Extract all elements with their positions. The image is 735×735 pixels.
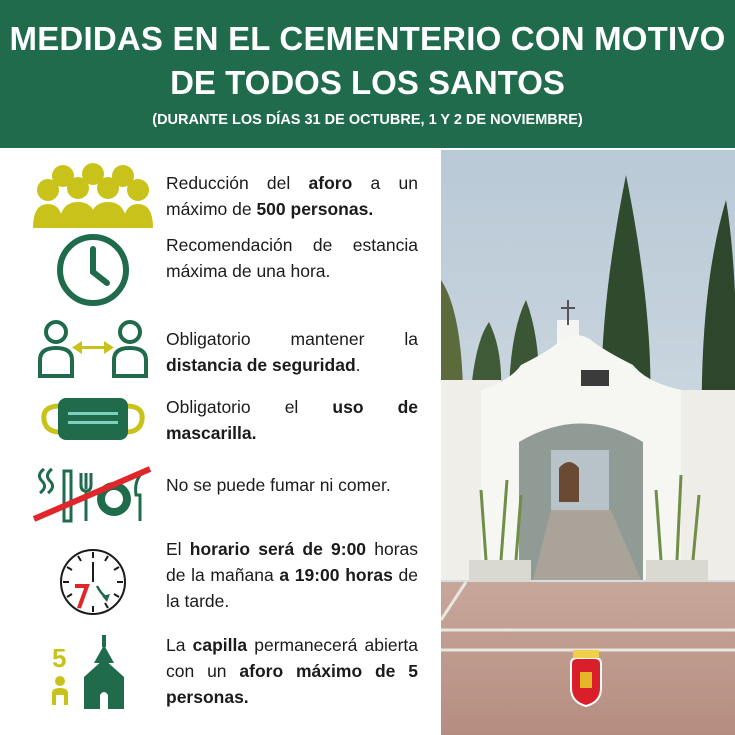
measure-text xyxy=(166,394,418,446)
measure-text-bold: aforo xyxy=(308,173,353,193)
face-mask-icon xyxy=(25,386,160,452)
measure-text-run: a un máximo de xyxy=(166,173,418,219)
measure-text-bold: capilla xyxy=(192,635,248,655)
social-distance-icon xyxy=(25,316,160,380)
measure-text-run: horas de la mañana xyxy=(166,539,419,585)
measure-item-mask xyxy=(0,386,440,452)
measure-item-schedule xyxy=(0,540,440,620)
title-line-1: MEDIDAS EN EL CEMENTERIO CON MOTIVO xyxy=(9,20,726,57)
measure-item-capacity xyxy=(0,158,440,230)
schedule-clock-icon xyxy=(25,544,160,620)
chapel-capacity-icon xyxy=(25,632,160,712)
subtitle-dates: (DURANTE LOS DÍAS 31 DE OCTUBRE, 1 Y 2 DE NOVIEMBRE) xyxy=(152,112,583,128)
measure-text-run: No se puede fumar ni comer. xyxy=(166,475,391,495)
measures-list xyxy=(0,150,440,735)
measure-text xyxy=(166,170,418,222)
measure-item-stay xyxy=(0,230,440,310)
measure-text-bold: horario será de 9:00 xyxy=(189,539,367,559)
measure-text xyxy=(166,536,418,614)
measure-text-run: Obligatorio el xyxy=(166,397,333,417)
measure-text xyxy=(166,232,418,284)
measure-text-bold: uso de mascarilla. xyxy=(166,397,418,443)
clock-icon xyxy=(25,230,160,310)
no-smoking-no-eating-icon xyxy=(25,462,160,528)
chapel-number: 5 xyxy=(51,643,66,673)
municipal-crest-icon xyxy=(571,650,601,706)
measure-text-run: permanecerá abierta con un xyxy=(166,635,418,681)
measure-text-bold: aforo máximo de 5 personas. xyxy=(166,661,418,707)
measure-item-no-smoking xyxy=(0,462,440,528)
measure-item-distance xyxy=(0,316,440,380)
measure-text-bold: 500 personas. xyxy=(256,199,374,219)
title-line-2: DE TODOS LOS SANTOS xyxy=(170,64,565,101)
measure-text xyxy=(166,472,418,498)
measure-text xyxy=(166,326,418,378)
measure-text-run: Recomendación de estancia máxima de una hora. xyxy=(166,235,418,281)
header-banner xyxy=(0,0,735,148)
measure-text-run: Reducción del xyxy=(166,173,309,193)
measure-item-chapel xyxy=(0,630,440,710)
measure-text-bold: distancia de seguridad xyxy=(166,355,356,375)
people-group-icon xyxy=(25,160,160,230)
measure-text-run: Obligatorio mantener la xyxy=(166,329,418,349)
measure-text-bold: a 19:00 horas xyxy=(279,565,393,585)
measure-text-run: La xyxy=(166,635,193,655)
measure-text xyxy=(166,632,418,710)
measure-text-run: El xyxy=(166,539,190,559)
cemetery-entrance-photo xyxy=(441,150,735,735)
measure-text-run: de la tarde. xyxy=(166,565,418,611)
measure-text-run: . xyxy=(355,355,361,375)
